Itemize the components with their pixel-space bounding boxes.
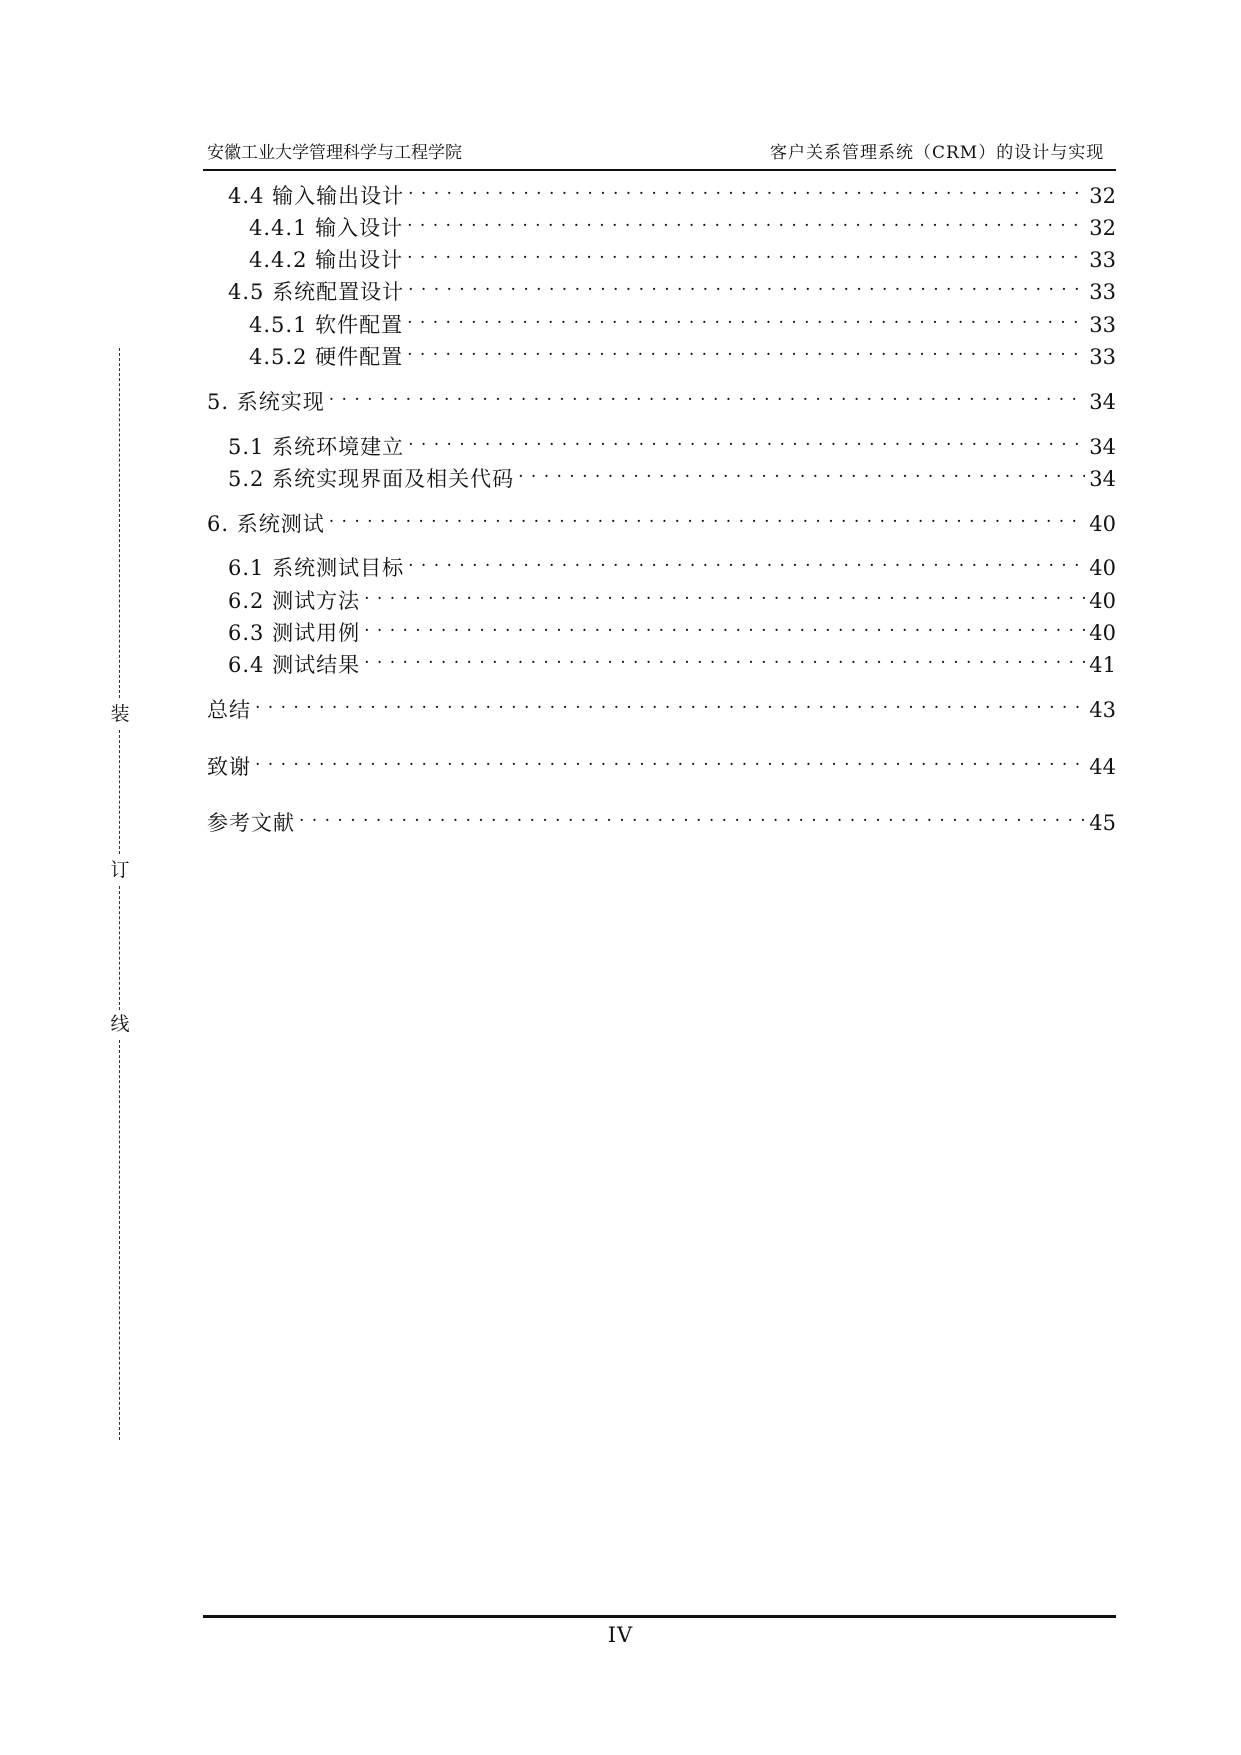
toc-entry[interactable]	[228, 547, 1116, 580]
toc-entry[interactable]	[207, 503, 1116, 536]
toc-leader-dots	[255, 689, 1085, 717]
header-institution: 安徽工业大学管理科学与工程学院	[207, 143, 462, 163]
toc-entry-label: 4.5 系统配置设计	[228, 280, 405, 304]
toc-entry-label: 4.4 输入输出设计	[228, 184, 405, 208]
toc-entry[interactable]	[249, 239, 1116, 272]
toc-entry[interactable]	[249, 207, 1116, 240]
toc-entry-label: 5.2 系统实现界面及相关代码	[228, 467, 515, 491]
toc-leader-dots	[255, 746, 1085, 774]
toc-entry-page: 34	[1089, 435, 1116, 459]
toc-entry[interactable]	[207, 689, 1116, 722]
toc-entry[interactable]	[228, 580, 1116, 613]
toc-entry[interactable]	[228, 426, 1116, 459]
toc-entry-page: 40	[1089, 512, 1116, 536]
toc-entry-label: 5. 系统实现	[207, 390, 325, 414]
toc-entry[interactable]	[228, 175, 1116, 208]
toc-entry-page: 41	[1089, 653, 1116, 677]
binding-char-xian: 线	[108, 1012, 132, 1036]
toc-leader-dots	[407, 207, 1085, 235]
toc-leader-dots	[299, 802, 1085, 830]
toc-entry-label: 致谢	[207, 755, 251, 779]
toc-leader-dots	[329, 503, 1086, 531]
binding-char-zhuang: 装	[108, 702, 132, 726]
toc-entry-page: 32	[1089, 216, 1116, 240]
toc-leader-dots	[364, 644, 1085, 672]
toc-entry-label: 6.3 测试用例	[228, 621, 361, 645]
binding-char-ding: 订	[108, 858, 132, 882]
toc-entry[interactable]	[228, 612, 1116, 645]
toc-entry-page: 44	[1089, 755, 1116, 779]
footer-page-number: IV	[607, 1623, 634, 1647]
toc-leader-dots	[408, 547, 1085, 575]
toc-entry-label: 4.4.1 输入设计	[249, 216, 404, 240]
toc-entry-label: 6.4 测试结果	[228, 653, 361, 677]
toc-entry-page: 40	[1089, 589, 1116, 613]
toc-entry-page: 33	[1089, 313, 1116, 337]
toc-entry[interactable]	[207, 746, 1116, 779]
toc-entry-label: 4.4.2 输出设计	[249, 248, 404, 272]
toc-entry[interactable]	[207, 802, 1116, 835]
toc-entry-label: 5.1 系统环境建立	[228, 435, 405, 459]
toc-entry-label: 4.5.2 硬件配置	[249, 345, 404, 369]
toc-leader-dots	[408, 271, 1085, 299]
toc-entry-page: 34	[1089, 467, 1116, 491]
toc-entry[interactable]	[228, 644, 1116, 677]
toc-entry-label: 6.1 系统测试目标	[228, 556, 405, 580]
toc-entry-label: 4.5.1 软件配置	[249, 313, 404, 337]
toc-entry[interactable]	[249, 304, 1116, 337]
toc-entry-label: 总结	[207, 698, 251, 722]
footer-rule	[203, 1615, 1116, 1618]
toc-entry-page: 33	[1089, 248, 1116, 272]
toc-entry-page: 34	[1089, 390, 1116, 414]
toc-entry-label: 参考文献	[207, 811, 295, 835]
toc-entry-label: 6. 系统测试	[207, 512, 325, 536]
toc-entry-page: 40	[1089, 621, 1116, 645]
toc-entry-page: 33	[1089, 345, 1116, 369]
toc-leader-dots	[407, 239, 1085, 267]
toc-entry-label: 6.2 测试方法	[228, 589, 361, 613]
toc-entry-page: 33	[1089, 280, 1116, 304]
toc-entry-page: 32	[1089, 184, 1116, 208]
toc-leader-dots	[329, 381, 1086, 409]
header-thesis-title: 客户关系管理系统（CRM）的设计与实现	[770, 143, 1105, 163]
toc-entry-page: 40	[1089, 556, 1116, 580]
toc-entry[interactable]	[249, 336, 1116, 369]
toc-leader-dots	[518, 458, 1085, 486]
toc-leader-dots	[364, 612, 1085, 640]
toc-leader-dots	[407, 336, 1085, 364]
toc-entry-page: 45	[1089, 811, 1116, 835]
toc-leader-dots	[407, 304, 1085, 332]
toc-entry[interactable]	[207, 381, 1116, 414]
toc-entry[interactable]	[228, 271, 1116, 304]
toc-entry-page: 43	[1089, 698, 1116, 722]
toc-leader-dots	[408, 426, 1085, 454]
toc-leader-dots	[408, 175, 1085, 203]
toc-leader-dots	[364, 580, 1085, 608]
toc-entry[interactable]	[228, 458, 1116, 491]
